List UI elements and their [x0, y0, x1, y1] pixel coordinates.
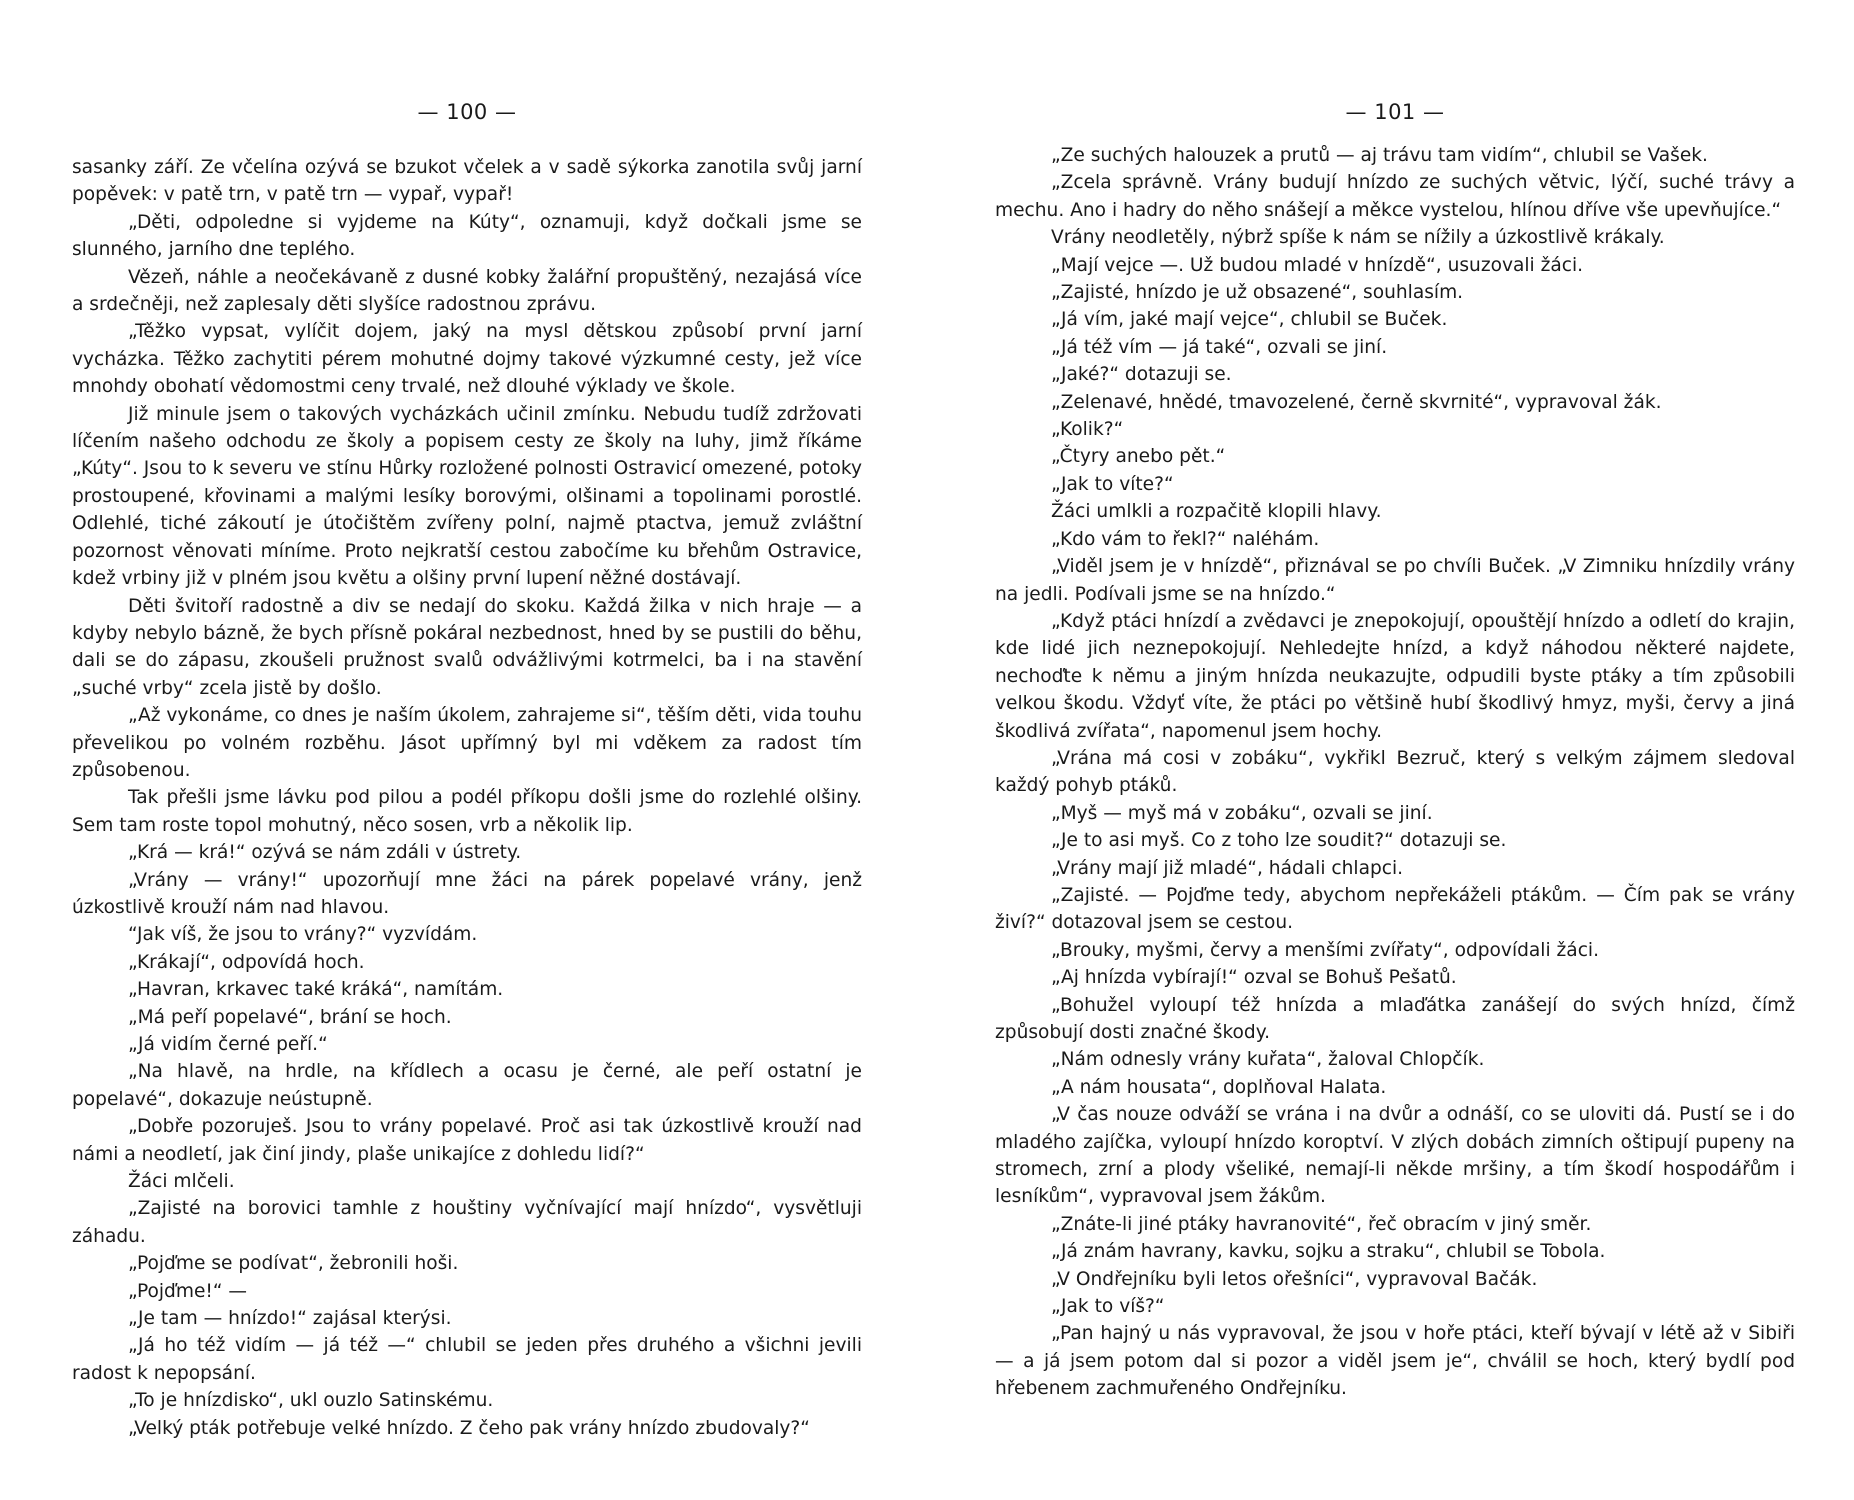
paragraph: „Má peří popelavé“, brání se hoch. [128, 1006, 452, 1028]
paragraph: „Kolik?“ [1051, 419, 1124, 441]
paragraph: Vězeň, náhle a neočekávaně z dusné kobky žalářní propuštěný, nezajásá více a srdečněji, než zaplesaly děti slyšíce radostnou zprávu. [72, 266, 862, 316]
paragraph: „Vrány — vrány!“ upozorňují mne žáci na párek popelavé vrány, jenž úzkostlivě krouží nám nad hlavou. [72, 869, 862, 918]
paragraph: „Když ptáci hnízdí a zvědavci je znepokojují, opouštějí hnízdo a odletí do krajin, kde lidé jich neznepokojují. Nehledejte hnízd, a když náhodou některé najdete, nechoďte k němu a jiným hnízda neukazujte, odpudili byste ptáky a tím způsobili velkou škodu. Vždyť víte, že ptáci po většině hubí škodlivý hmyz, myši, červy a jiná škodlivá zvířata“, napomenul jsem hochy. [995, 610, 1795, 742]
paragraph: „Kdo vám to řekl?“ naléhám. [1051, 528, 1320, 550]
page-number: — 101 — [1345, 100, 1445, 124]
paragraph: „Vrány mají již mladé“, hádali chlapci. [1051, 857, 1404, 879]
paragraph: Již minule jsem o takových vycházkách učinil zmínku. Nebudu tudíž zdržovati líčením našeho odchodu ze školy a popisem cesty ze školy na luhy, jimž říkáme „Kúty“. Jsou to k severu ve stínu Hůrky rozložené polnosti Ostravicí omezené, potoky prostoupené, křovinami a malými lesíky borovými, olšinami a topolinami porostlé. Odlehlé, tiché zákoutí je útočištěm zvířeny polní, najmě ptactva, jemuž zvláštní pozornost věnovati míníme. Proto nejkratší cestou zabočíme ku břehům Ostravice, kdež vrbiny již v plném jsou květu a olšiny první lupení něžné dostávají. [72, 403, 862, 590]
paragraph: „Já znám havrany, kavku, sojku a straku“, chlubil se Tobola. [1051, 1241, 1606, 1263]
paragraph: Tak přešli jsme lávku pod pilou a podél příkopu došli jsme do rozlehlé olšiny. Sem tam roste topol mohutný, něco sosen, vrb a několik lip. [72, 787, 862, 836]
paragraph: Žáci umlkli a rozpačitě klopili hlavy. [1051, 501, 1382, 523]
paragraph: „Vrána má cosi v zobáku“, vykřikl Bezruč, který s velkým zájmem sledoval každý pohyb ptáků. [995, 747, 1795, 797]
paragraph: „Brouky, myšmi, červy a menšími zvířaty“, odpovídali žáci. [1051, 939, 1599, 961]
paragraph: „Zcela správně. Vrány budují hnízdo ze suchých větvic, lýčí, suché trávy a mechu. Ano i hadry do něho snášejí a měkce vystelou, hlínou dříve vše upevňujíce.“ [995, 172, 1795, 221]
page-number: — 100 — [417, 100, 517, 124]
paragraph: „Já vidím černé peří.“ [128, 1034, 328, 1055]
paragraph: „Zajisté, hnízdo je už obsazené“, souhlasím. [1051, 282, 1464, 304]
paragraph: „Já též vím — já také“, ozvali se jiní. [1051, 336, 1388, 358]
paragraph: „A nám housata“, doplňoval Halata. [1051, 1076, 1387, 1098]
paragraph: „Zajisté na borovici tamhle z houštiny vyčnívající mají hnízdo“, vysvětluji záhadu. [72, 1198, 862, 1247]
paragraph: „Nám odnesly vrány kuřata“, žaloval Chlopčík. [1051, 1049, 1485, 1071]
paragraph: „Pojďme!“ — [128, 1280, 248, 1302]
paragraph: „To je hnízdisko“, ukl ouzlo Satinskému. [128, 1390, 494, 1412]
paragraph: Vrány neodletěly, nýbrž spíše k nám se nížily a úzkostlivě krákaly. [1051, 227, 1665, 249]
paragraph: „Já ho též vidím — já též —“ chlubil se jeden přes druhého a všichni jevili radost k nepopsání. [72, 1335, 862, 1384]
paragraph: „Až vykonáme, co dnes je naším úkolem, zahrajeme si“, těším děti, vida touhu převelikou po volném rozběhu. Jásot upřímný byl mi vděkem za radost tím způsobenou. [72, 705, 862, 781]
paragraph: „V čas nouze odváží se vrána i na dvůr a odnáší, co se uloviti dá. Pustí se i do mladého zajíčka, vyloupí hnízdo koroptví. V zlých dobách zimních oštipují pupeny na stromech, zrní a plody všeliké, nemají-li někde mršiny, a tím škodí hospodářům i lesníkům“, vypravoval jsem žákům. [995, 1104, 1795, 1208]
paragraph: „Děti, odpoledne si vyjdeme na Kúty“, oznamuji, když dočkali jsme se slunného, jarního dne teplého. [72, 211, 862, 261]
paragraph: „Zelenavé, hnědé, tmavozelené, černě skvrnité“, vypravoval žák. [1051, 391, 1662, 413]
right-page [995, 100, 1795, 1403]
paragraph: „Krá — krá!“ ozývá se nám zdáli v ústrety. [128, 842, 522, 864]
paragraph: „Aj hnízda vybírají!“ ozval se Bohuš Pešatů. [1051, 967, 1457, 989]
paragraph: „Na hlavě, na hrdle, na křídlech a ocasu je černé, ale peří ostatní je popelavé“, dokazuje neústupně. [72, 1061, 862, 1110]
paragraph: Žáci mlčeli. [128, 1171, 235, 1193]
paragraph: „Znáte-li jiné ptáky havranovité“, řeč obracím v jiný směr. [1051, 1213, 1592, 1235]
paragraph: „Ze suchých halouzek a prutů — aj trávu tam vidím“, chlubil se Vašek. [1051, 145, 1708, 166]
paragraph: „Mají vejce —. Už budou mladé v hnízdě“, usuzovali žáci. [1051, 254, 1584, 276]
paragraph: „Myš — myš má v zobáku“, ozvali se jiní. [1051, 802, 1433, 824]
paragraph: „Krákají“, odpovídá hoch. [128, 951, 365, 973]
paragraph: “Jak víš, že jsou to vrány?“ vyzvídám. [128, 924, 478, 946]
paragraph: „Já vím, jaké mají vejce“, chlubil se Buček. [1051, 309, 1448, 331]
paragraph: „V Ondřejníku byli letos ořešníci“, vypravoval Bačák. [1051, 1268, 1538, 1290]
paragraph: „Bohužel vyloupí též hnízda a mlaďátka zanášejí do svých hnízd, čímž způsobují dosti značné škody. [995, 994, 1795, 1043]
paragraph: „Jak to víte?“ [1051, 473, 1174, 495]
left-page [72, 100, 862, 1442]
paragraph: sasanky září. Ze včelína ozývá se bzukot včelek a v sadě sýkorka zanotila svůj jarní popěvek: v patě trn, v patě trn — vypař, vypař! [72, 157, 862, 206]
paragraph: Děti švitoří radostně a div se nedají do skoku. Každá žilka v nich hraje — a kdyby nebylo bázně, že bych přísně pokáral nezbednost, hned by se pustili do běhu, dali se do zápasu, zkoušeli pružnost svalů odvážlivými kotrmelci, ba i na stavění „suché vrby“ zcela jistě by došlo. [72, 595, 862, 699]
paragraph: „Jaké?“ dotazuji se. [1051, 364, 1232, 386]
paragraph: „Viděl jsem je v hnízdě“, přiznával se po chvíli Buček. „V Zimniku hnízdily vrány na jedli. Podívali jsme se na hnízdo.“ [995, 556, 1795, 605]
paragraph: „Pan hajný u nás vypravoval, že jsou v hoře ptáci, kteří bývají v létě až v Sibiři — a já jsem potom dal si pozor a viděl jsem je“, chválil se hoch, který bydlí pod hřebenem zachmuřeného Ondřejníku. [995, 1323, 1795, 1400]
paragraph: „Je tam — hnízdo!“ zajásal kterýsi. [128, 1308, 452, 1330]
paragraph: „Čtyry anebo pět.“ [1051, 446, 1226, 468]
page-text [995, 142, 1795, 1403]
paragraph: „Pojďme se podívat“, žebronili hoši. [128, 1253, 459, 1275]
paragraph: „Dobře pozoruješ. Jsou to vrány popelavé. Proč asi tak úzkostlivě krouží nad námi a neodletí, jak činí jindy, plaše unikajíce z dohledu lidí?“ [72, 1116, 862, 1165]
paragraph: „Těžko vypsat, vylíčit dojem, jaký na mysl dětskou způsobí první jarní vycházka. Těžko zachytiti pérem mohutné dojmy takové výzkumné cesty, jež více mnohdy obohatí vědomostmi ceny trvalé, než dlouhé výklady ve škole. [72, 321, 862, 398]
paragraph: „Je to asi myš. Co z toho lze soudit?“ dotazuji se. [1051, 830, 1507, 852]
paragraph: „Havran, krkavec také kráká“, namítám. [128, 979, 504, 1001]
page-text [72, 154, 862, 1442]
paragraph: „Jak to víš?“ [1051, 1296, 1165, 1318]
paragraph: „Zajisté. — Pojďme tedy, abychom nepřekáželi ptákům. — Čím pak se vrány živí?“ dotazoval jsem se cestou. [995, 884, 1795, 934]
paragraph: „Velký pták potřebuje velké hnízdo. Z čeho pak vrány hnízdo zbudovaly?“ [128, 1417, 810, 1439]
